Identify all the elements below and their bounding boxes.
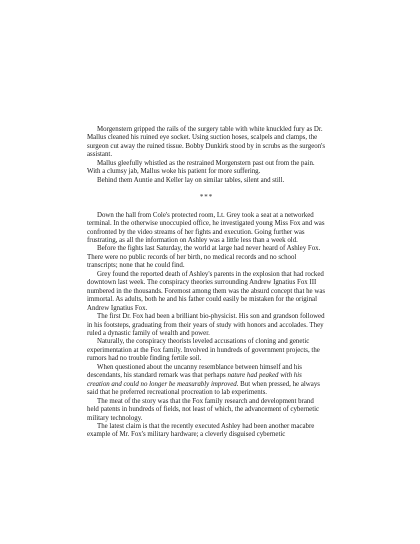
- quote-trail-text: . But when pressed, he always said that he preferred recreational procreation to lab experiments.: [87, 380, 320, 397]
- italic-quote: nature had peaked with his creation and could no longer be measurably improved: [87, 372, 302, 388]
- quote-lead-text: When questioned about the uncanny resemblance between himself and his descendants, his standard remark was that perhaps: [87, 363, 302, 380]
- paragraph: Before the fights last Saturday, the world at large had never heard of Ashley Fox. There were no public records of her birth, no medical records and no school transcripts; none that he could find.: [87, 245, 321, 270]
- scene-break: ***: [199, 194, 214, 202]
- paragraph: The meat of the story was that the Fox family research and development brand held patents in hundreds of fields, not least of which, the advancement of cybernetic military technology.: [87, 397, 320, 422]
- paragraph: Grey found the reported death of Ashley's parents in the explosion that had rocked downtown last week. The conspiracy theories surrounding Andrew Ignatius Fox III numbered in the thousands. Foremost among them was the absurd concept that he was immortal. As adults, both he and his father could easily be mistaken for the original Andrew Ignatius Fox.: [87, 270, 326, 312]
- paragraph: Naturally, the conspiracy theorists leveled accusations of cloning and genetic experimentation at the Fox family. Involved in hundreds of government projects, the rumors had no trouble finding fertile soil.: [87, 338, 320, 363]
- paragraph: Mallus gleefully whistled as the restrained Morgenstern past out from the pain. With a clumsy jab, Mallus woke his patient for more suffering.: [87, 159, 315, 176]
- paragraph: Behind them Auntie and Keller lay on similar tables, silent and still.: [97, 176, 285, 184]
- paragraph: Down the hall from Cole's protected room, Lt. Grey took a seat at a networked terminal. In the otherwise unoccupied office, he investigated young Miss Fox and was confronted by the video streams of her fights and execution. Going further was frustrating, as all the information on Ashley was a little less than a week old.: [87, 211, 325, 244]
- paragraph: Morgenstern gripped the rails of the surgery table with white knuckled fury as Dr. Mallus cleaned his ruined eye socket. Using suction hoses, scalpels and clamps, the surgeon cut away the ruined tissue. Bobby Dunkirk stood by in scrubs as the surgeon's assistant.: [87, 126, 326, 159]
- paragraph-with-italic-quote: [87, 364, 326, 398]
- paragraph: The latest claim is that the recently executed Ashley had been another macabre example of Mr. Fox's military hardware; a cleverly disguised cybernetic: [87, 422, 315, 439]
- paragraph: The first Dr. Fox had been a brilliant bio-physicist. His son and grandson followed in his footsteps, graduating from their years of study with honors and accolades. They ruled a dynastic family of wealth and power.: [87, 313, 325, 337]
